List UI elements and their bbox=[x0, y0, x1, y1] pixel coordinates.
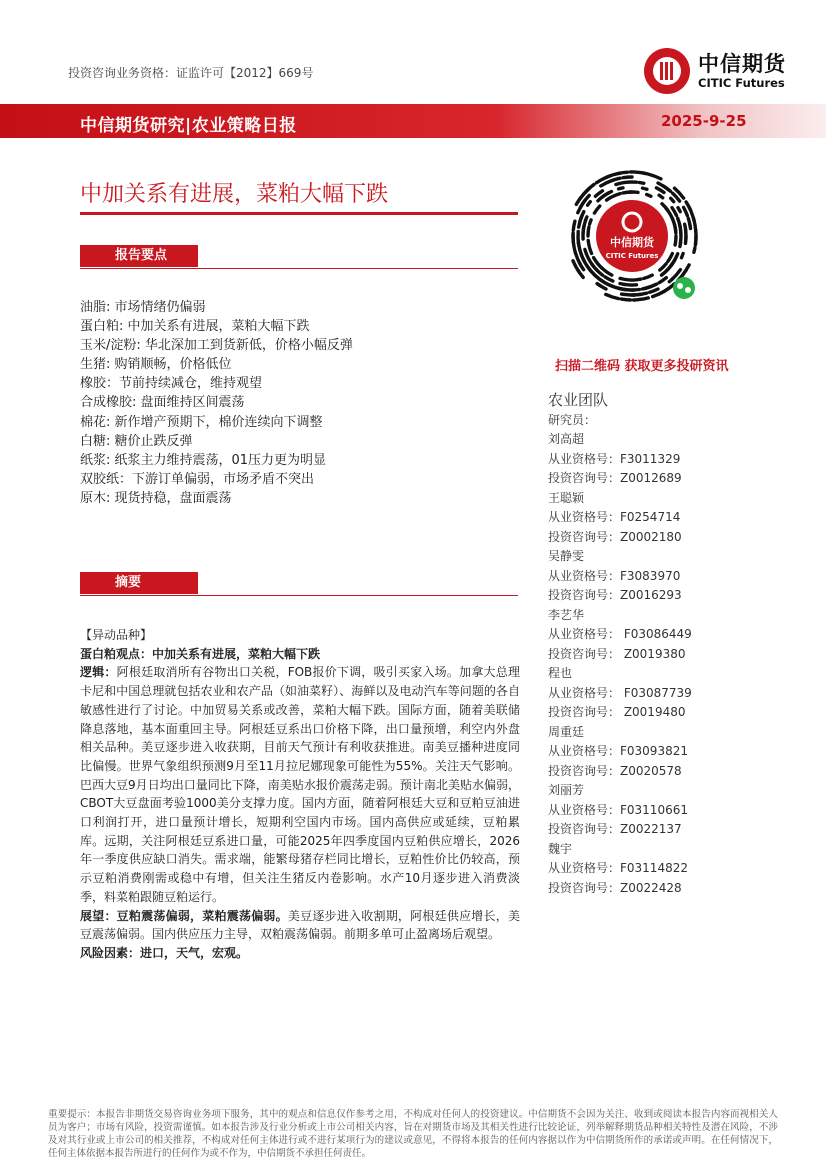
team-title: 农业团队 bbox=[548, 391, 609, 409]
team-line: 投资咨询号：Z0022428 bbox=[548, 880, 682, 895]
summary-category: 【异动品种】 bbox=[80, 628, 153, 642]
report-points-label: 报告要点 bbox=[80, 245, 198, 267]
qr-dot bbox=[597, 180, 601, 182]
qr-dot bbox=[674, 224, 676, 233]
qr-dot bbox=[673, 193, 676, 196]
team-line: 投资咨询号：Z0020578 bbox=[548, 763, 682, 778]
qr-dot bbox=[672, 208, 677, 216]
qr-dot bbox=[677, 198, 680, 202]
team-line: 从业资格号：F0254714 bbox=[548, 510, 681, 524]
qr-dot bbox=[612, 178, 621, 181]
qr-dot bbox=[573, 221, 575, 230]
qr-dot bbox=[588, 202, 591, 206]
qr-dot bbox=[584, 195, 590, 202]
summary-divider bbox=[80, 595, 518, 596]
qr-dot bbox=[663, 186, 670, 191]
qr-dot bbox=[686, 230, 687, 243]
team-line: 王聪颖 bbox=[548, 490, 585, 505]
citic-logo-icon bbox=[644, 48, 690, 94]
qr-dot bbox=[603, 194, 607, 197]
team-line: 刘高超 bbox=[548, 432, 585, 446]
qr-dot bbox=[585, 217, 587, 221]
qr-dot bbox=[622, 294, 635, 295]
qr-dot bbox=[612, 194, 620, 197]
qr-dot bbox=[591, 263, 594, 267]
qr-dot bbox=[660, 264, 666, 270]
qr-caption: 扫描二维码 获取更多投研资讯 bbox=[555, 359, 729, 374]
qr-center-cn: 中信期货 bbox=[610, 236, 654, 249]
team-line: 投资咨询号：Z0016293 bbox=[548, 588, 682, 602]
team-line: 程也 bbox=[548, 666, 573, 680]
summary-label: 摘要 bbox=[80, 572, 198, 594]
team-line: 刘丽芳 bbox=[548, 783, 585, 797]
report-points-list bbox=[80, 298, 520, 508]
banner-title: 中信期货研究|农业策略日报 bbox=[80, 116, 297, 136]
point-item: 生猪: 购销顺畅，价格低位 bbox=[80, 357, 232, 373]
qr-dot bbox=[606, 294, 619, 298]
qr-dot bbox=[589, 268, 592, 272]
qr-dot bbox=[669, 279, 672, 282]
qr-dot bbox=[656, 188, 664, 193]
team-line: 投资咨询号：Z0012689 bbox=[548, 471, 682, 485]
qr-dot bbox=[694, 248, 695, 252]
qr-dot bbox=[678, 208, 680, 212]
qr-dot bbox=[582, 212, 584, 216]
team-line: 魏宇 bbox=[548, 841, 573, 856]
qr-dot bbox=[620, 284, 625, 285]
qr-dot bbox=[643, 173, 647, 174]
team-line: 投资咨询号： Z0019480 bbox=[548, 705, 686, 719]
qr-dot bbox=[643, 188, 647, 189]
qr-dot bbox=[634, 299, 643, 300]
team-line: 投资咨询号：Z0002180 bbox=[548, 529, 682, 544]
qr-dot bbox=[680, 230, 681, 244]
qr-dot bbox=[666, 208, 669, 212]
team-line: 李艺华 bbox=[548, 607, 585, 622]
qr-dot bbox=[608, 192, 612, 194]
logic-text: 阿根廷取消所有谷物出口关税，FOB报价下调，吸引买家入场。加拿大总理卡尼和中国总理就包括农业和农产品（如油菜籽）、海鲜以及电动汽车等问题的各自敏感性进行了讨论。中加贸易关系或改善，菜粕大幅下跌。国际方面，随着美联储降息落地，基本面重回主导。阿根廷豆系出口价格下降，出口量预增，利空内外盘相关品种。美豆逐步进入收获期，目前天气预计有利收获推进。南美豆播种进度同比偏慢。世界气象组织预测9月至11月拉尼娜现象可能性为55%。关注天气影响。巴西大豆9月日均出口量同比下降，南美贴水报价震荡走弱。预计南北美贴水偏弱，CBOT大豆盘面考验1000美分支撑力度。国内方面，随着阿根廷大豆和豆粕豆油进口利润打开，进口量预计增长，短期利空国内市场。国内高供应或延续，豆粕累库。远期，关注阿根廷豆系进口量，可能2025年四季度国内豆粕供应增长，2026年一季度供应缺口消失。需求端，能繁母猪存栏同比增长，豆粕性价比仍较高，预示豆粕消费刚需或稳中有增，但关注生猪反内卷影响。水产10月逐步进入消费淡季，料菜粕跟随豆粕运行。 bbox=[80, 665, 520, 904]
outlook-text: 美豆逐步进入收割期，阿根廷供应增长，美豆震荡偏弱。国内供应压力主导，双粕震荡偏弱。前期多单可止盈离场后观望。 bbox=[80, 908, 520, 942]
qr-dot bbox=[644, 275, 652, 278]
team-line: 从业资格号：F03110661 bbox=[548, 802, 688, 817]
qr-dot bbox=[671, 198, 674, 201]
team-line: 周重廷 bbox=[548, 724, 585, 739]
qr-code-icon bbox=[566, 170, 698, 302]
point-item: 油脂: 市场情绪仍偏弱 bbox=[80, 300, 206, 315]
qr-dot bbox=[684, 207, 688, 215]
point-item: 纸浆: 纸浆主力维持震荡，01压力更为明显 bbox=[80, 452, 327, 468]
qr-dot bbox=[588, 241, 591, 254]
team-line: 从业资格号：F3011329 bbox=[548, 451, 681, 466]
qr-dot bbox=[639, 183, 643, 184]
point-item: 原木: 现货持稳，盘面震荡 bbox=[80, 490, 232, 506]
point-item: 双胶纸：下游订单偏弱，市场矛盾不突出 bbox=[80, 471, 315, 487]
point-item: 玉米/淀粉: 华北深加工到货新低，价格小幅反弹 bbox=[80, 338, 353, 354]
point-item: 蛋白粕: 中加关系有进展，菜粕大幅下跌 bbox=[80, 319, 310, 335]
qr-dot bbox=[597, 284, 601, 287]
summary-outlook bbox=[80, 907, 520, 944]
logo-en-text: CITIC Futures bbox=[698, 76, 785, 90]
qr-dot bbox=[690, 224, 691, 228]
qr-dot bbox=[575, 249, 576, 253]
qr-dot bbox=[605, 277, 613, 281]
summary-risk: 风险因素：进口，天气，宏观。 bbox=[80, 945, 249, 960]
qr-dot bbox=[619, 172, 628, 173]
qr-dot bbox=[620, 278, 629, 280]
license-text: 投资咨询业务资格：证监许可【2012】669号 bbox=[68, 66, 314, 80]
team-line: 从业资格号：F03093821 bbox=[548, 744, 688, 758]
qr-dot bbox=[622, 299, 631, 300]
logo-cn-text: 中信期货 bbox=[698, 52, 786, 76]
qr-dot bbox=[616, 183, 620, 184]
title-divider bbox=[80, 212, 518, 215]
team-list bbox=[548, 430, 692, 898]
point-item: 橡胶：节前持续减仓，维持观望 bbox=[80, 376, 263, 392]
qr-center-en: CITIC Futures bbox=[605, 252, 659, 260]
qr-dot bbox=[623, 177, 632, 178]
report-points-divider bbox=[80, 268, 518, 269]
qr-dot bbox=[648, 174, 661, 179]
team-line: 投资咨询号：Z0022137 bbox=[548, 822, 682, 836]
team-subtitle: 研究员： bbox=[548, 413, 597, 427]
logic-label: 逻辑： bbox=[80, 665, 117, 680]
qr-dot bbox=[647, 195, 651, 197]
qr-dot bbox=[595, 191, 602, 197]
team-line: 从业资格号：F3083970 bbox=[548, 568, 681, 583]
qr-dot bbox=[650, 289, 658, 292]
summary-logic bbox=[80, 663, 520, 906]
point-item: 白糖: 糖价止跌反弹 bbox=[80, 433, 193, 449]
qr-dot bbox=[587, 184, 594, 190]
summary-viewpoint: 蛋白粕观点：中加关系有进展，菜粕大幅下跌 bbox=[80, 646, 321, 661]
qr-dot bbox=[607, 198, 611, 201]
qr-dot bbox=[675, 236, 676, 245]
team-line: 从业资格号： F03086449 bbox=[548, 627, 692, 641]
qr-dot bbox=[578, 232, 579, 245]
qr-dot bbox=[689, 207, 691, 211]
qr-dot bbox=[590, 220, 592, 224]
report-date: 2025-9-25 bbox=[661, 112, 747, 130]
qr-dot bbox=[642, 287, 651, 289]
qr-dot bbox=[594, 206, 599, 213]
citic-logo bbox=[640, 46, 810, 98]
qr-dot bbox=[659, 195, 663, 198]
team-line: 从业资格号： F03087739 bbox=[548, 685, 692, 700]
team-line: 投资咨询号： Z0019380 bbox=[548, 646, 686, 661]
disclaimer-text: 重要提示：本报告非期货交易咨询业务项下服务，其中的观点和信息仅作参考之用，不构成对任何人的投资建议。中信期货不会因为关注、收到或阅读本报告内容而视相关人员为客户；市场有风险，投资需谨慎。如本报告涉及行业分析或上市公司相关内容，旨在对期货市场及其相关性进行比较论证，列举解释期货品种相关特性及潜在风险，不涉及对其行业或上市公司的相关推荐，不构成对任何主体进行或不进行某项行为的建议或意见，不得将本报告的任何内容据以作为中信期货所作的承诺或声明。在任何情况下，任何主体依据本报告所进行的任何作为或不作为，中信期货不承担任何责任。 bbox=[48, 1109, 778, 1159]
qr-dot bbox=[659, 278, 666, 283]
point-item: 合成橡胶: 盘面维持区间震荡 bbox=[80, 395, 245, 411]
qr-dot bbox=[637, 279, 642, 280]
qr-dot bbox=[668, 254, 673, 262]
qr-dot bbox=[682, 254, 684, 258]
team-line: 吴静雯 bbox=[548, 549, 585, 563]
qr-dot bbox=[622, 182, 627, 183]
summary-body bbox=[80, 626, 520, 963]
main-title: 中加关系有进展，菜粕大幅下跌 bbox=[80, 182, 389, 207]
qr-dot bbox=[588, 227, 589, 236]
qr-dot bbox=[619, 188, 623, 189]
qr-dot bbox=[644, 298, 648, 299]
qr-dot bbox=[580, 217, 581, 221]
team-line: 从业资格号：F03114822 bbox=[548, 861, 688, 875]
point-item: 棉花: 新作增产预期下，棉价连续向下调整 bbox=[80, 414, 323, 430]
outlook-label: 展望：豆粕震荡偏弱，菜粕震荡偏弱。 bbox=[80, 908, 288, 923]
